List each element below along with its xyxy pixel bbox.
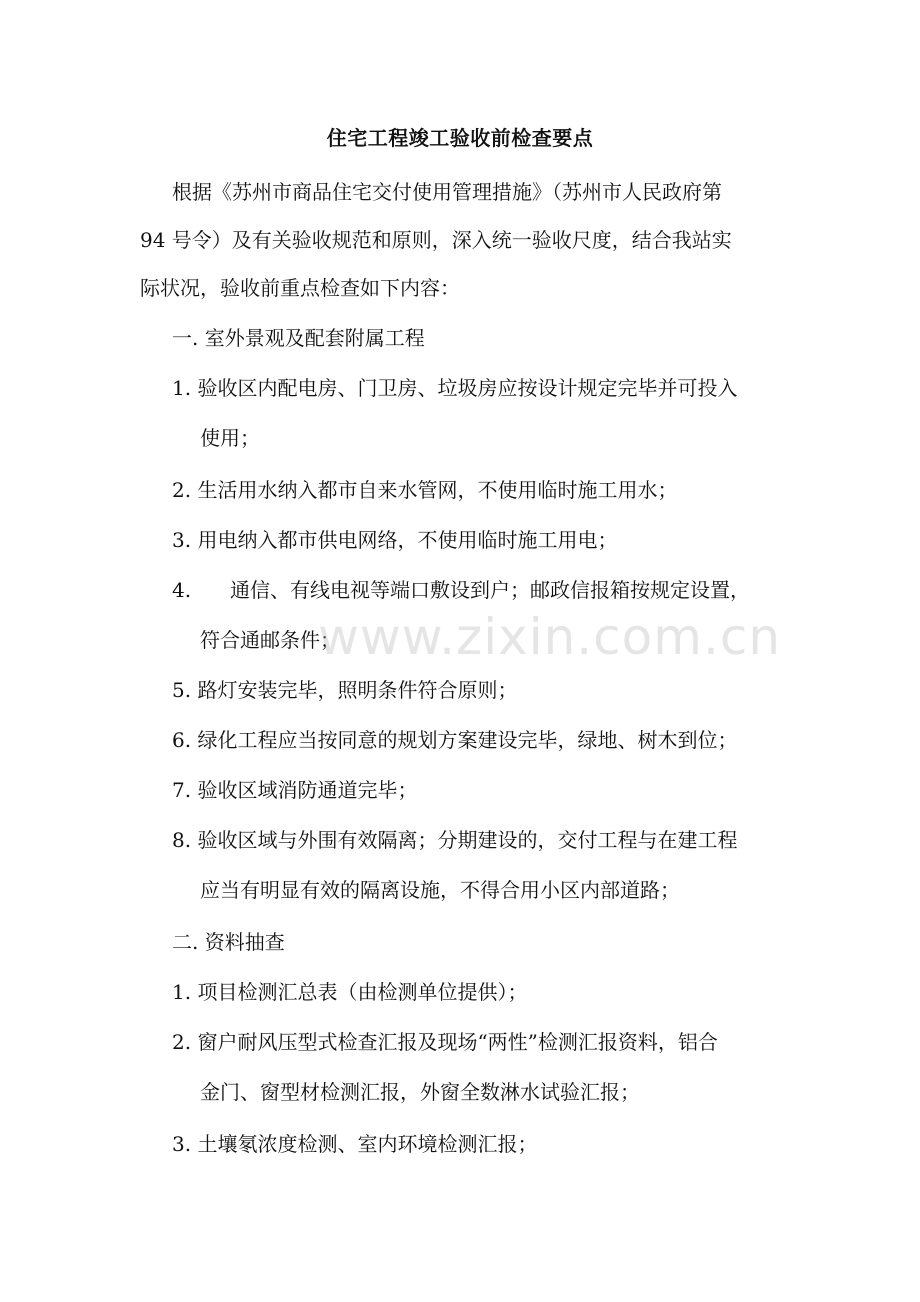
- list-item: [172, 826, 737, 854]
- list-item: [172, 576, 750, 604]
- item-text: 绿化工程应当按同意的规划方案建设完毕，绿地、树木到位；: [197, 728, 738, 752]
- item-text: 项目检测汇总表（由检测单位提供）；: [197, 980, 528, 1004]
- item-text: 窗户耐风压型式检查汇报及现场“两性”检测汇报资料，铝合: [197, 1030, 718, 1054]
- item-number: 1.: [172, 980, 192, 1004]
- section-heading-1: 一. 室外景观及配套附属工程: [172, 326, 425, 350]
- item-number: 2.: [172, 1030, 192, 1054]
- item-text: 验收区域与外围有效隔离；分期建设的，交付工程与在建工程: [197, 828, 738, 852]
- item-text: 验收区内配电房、门卫房、垃圾房应按设计规定完毕并可投入: [197, 376, 738, 400]
- intro-line-3: 际状况，验收前重点检查如下内容：: [140, 276, 460, 300]
- item-text: 土壤氡浓度检测、室内环境检测汇报；: [197, 1132, 538, 1156]
- item-number: 3.: [172, 1132, 192, 1156]
- item-text: 验收区域消防通道完毕；: [197, 778, 418, 802]
- item-text-continuation: 符合通邮条件；: [200, 628, 340, 652]
- item-number: 6.: [172, 728, 192, 752]
- list-item: [172, 726, 737, 754]
- item-number: 4.: [172, 578, 192, 602]
- item-number: 8.: [172, 828, 192, 852]
- item-text: 通信、有线电视等端口敷设到户；邮政信报箱按规定设置，: [230, 578, 750, 602]
- item-text-continuation: 应当有明显有效的隔离设施，不得合用小区内部道路；: [200, 878, 680, 902]
- item-number: 5.: [172, 678, 192, 702]
- watermark: www.zixin.com.cn: [318, 608, 782, 666]
- list-item: [172, 374, 737, 402]
- item-text-continuation: 金门、窗型材检测汇报，外窗全数淋水试验汇报；: [200, 1080, 640, 1104]
- item-text: 用电纳入都市供电网络，不使用临时施工用电；: [197, 528, 618, 552]
- section-heading-2: 二. 资料抽查: [172, 930, 285, 954]
- item-text-continuation: 使用；: [200, 426, 260, 450]
- intro-line-2: 94 号令）及有关验收规范和原则，深入统一验收尺度，结合我站实: [140, 228, 732, 252]
- list-item: [172, 476, 677, 504]
- list-item: [172, 1130, 537, 1158]
- item-text: 生活用水纳入都市自来水管网，不使用临时施工用水；: [197, 478, 678, 502]
- list-item: [172, 978, 527, 1006]
- intro-line-1: 根据《苏州市商品住宅交付使用管理措施》（苏州市人民政府第: [172, 180, 722, 204]
- document-title: 住宅工程竣工验收前检查要点: [326, 126, 594, 150]
- list-item: [172, 676, 517, 704]
- item-number: 2.: [172, 478, 192, 502]
- list-item: [172, 526, 617, 554]
- item-number: 3.: [172, 528, 192, 552]
- list-item: [172, 1028, 718, 1056]
- list-item: [172, 776, 417, 804]
- item-text: 路灯安装完毕，照明条件符合原则；: [197, 678, 518, 702]
- item-number: 7.: [172, 778, 192, 802]
- item-number: 1.: [172, 376, 192, 400]
